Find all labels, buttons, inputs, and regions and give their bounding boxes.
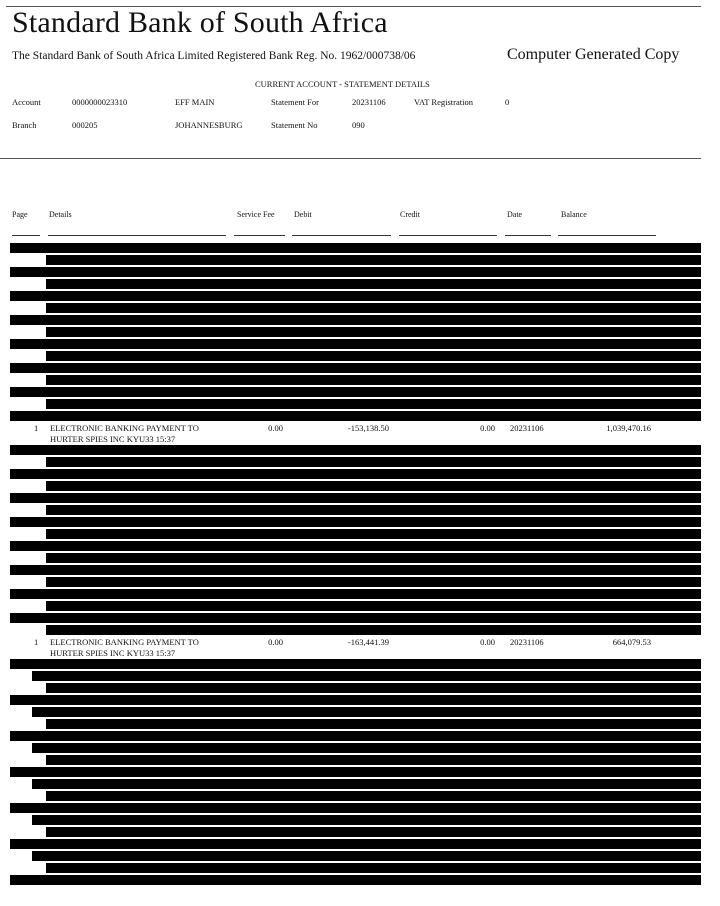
redaction-bar: [10, 875, 701, 885]
branch-code: 000205: [72, 120, 98, 130]
redaction-bar: [46, 255, 701, 265]
redaction-bar: [46, 351, 701, 361]
computer-generated-copy-label: Computer Generated Copy: [507, 46, 680, 63]
redaction-bar: [46, 827, 701, 837]
vat-registration-value: 0: [505, 97, 510, 107]
column-header-service-fee: Service Fee: [237, 210, 275, 219]
redaction-bar: [10, 803, 701, 813]
transaction-service-fee: 0.00: [268, 423, 283, 433]
account-name: EFF MAIN: [175, 97, 215, 107]
column-underline-page: [12, 235, 40, 236]
column-header-date: Date: [507, 210, 523, 219]
redaction-bar: [10, 387, 701, 397]
redaction-bar: [32, 707, 701, 717]
redaction-bar: [46, 279, 701, 289]
header-bottom-rule: [0, 158, 701, 159]
redaction-bar: [10, 469, 701, 479]
branch-name: JOHANNESBURG: [175, 120, 243, 130]
transaction-details-line1: ELECTRONIC BANKING PAYMENT TO: [50, 423, 199, 433]
statement-for-label: Statement For: [271, 97, 319, 107]
redaction-bar: [10, 695, 701, 705]
column-header-details: Details: [49, 210, 72, 219]
redaction-bar: [46, 303, 701, 313]
redaction-bar: [46, 399, 701, 409]
transaction-debit: -153,138.50: [347, 423, 389, 433]
redaction-bar: [32, 779, 701, 789]
transaction-details-line2: HURTER SPIES INC KYU33 15:37: [50, 648, 176, 658]
transaction-details-line1: ELECTRONIC BANKING PAYMENT TO: [50, 637, 199, 647]
column-underline-credit: [399, 235, 497, 236]
transaction-service-fee: 0.00: [268, 637, 283, 647]
redaction-bar: [10, 589, 701, 599]
branch-label: Branch: [12, 120, 37, 130]
redaction-bar: [32, 851, 701, 861]
redaction-bar: [10, 731, 701, 741]
redaction-bar: [46, 529, 701, 539]
vat-registration-label: VAT Registration: [414, 97, 473, 107]
redaction-bar: [46, 375, 701, 385]
redaction-bar: [10, 243, 701, 253]
redaction-bar: [46, 327, 701, 337]
redaction-bar: [46, 553, 701, 563]
redaction-bar: [46, 863, 701, 873]
column-header-debit: Debit: [294, 210, 312, 219]
transaction-balance: 664,079.53: [612, 637, 651, 647]
redaction-bar: [46, 457, 701, 467]
redaction-bar: [46, 601, 701, 611]
statement-no-label: Statement No: [271, 120, 318, 130]
statement-for-value: 20231106: [352, 97, 386, 107]
redaction-bar: [10, 565, 701, 575]
redaction-bar: [10, 315, 701, 325]
redaction-bar: [10, 291, 701, 301]
redaction-bar: [46, 625, 701, 635]
redaction-bar: [46, 719, 701, 729]
redaction-bar: [10, 659, 701, 669]
redaction-bar: [10, 445, 701, 455]
column-underline-debit: [292, 235, 391, 236]
column-underline-service-fee: [234, 235, 285, 236]
redaction-bar: [10, 541, 701, 551]
transaction-details-line2: HURTER SPIES INC KYU33 15:37: [50, 434, 176, 444]
transaction-page: 1: [34, 423, 39, 433]
transaction-balance: 1,039,470.16: [606, 423, 651, 433]
redaction-bar: [10, 339, 701, 349]
redaction-bar: [32, 815, 701, 825]
section-title: CURRENT ACCOUNT - STATEMENT DETAILS: [255, 79, 430, 89]
transaction-date: 20231106: [510, 423, 544, 433]
redaction-bar: [46, 683, 701, 693]
column-underline-details: [48, 235, 226, 236]
redaction-bar: [10, 493, 701, 503]
redaction-bar: [46, 505, 701, 515]
column-header-page: Page: [12, 210, 28, 219]
column-underline-date: [505, 235, 551, 236]
redaction-bar: [10, 411, 701, 421]
transaction-debit: -163,441.39: [347, 637, 389, 647]
redaction-bar: [10, 767, 701, 777]
bank-name: Standard Bank of South Africa: [12, 6, 388, 39]
transaction-date: 20231106: [510, 637, 544, 647]
redaction-bar: [46, 481, 701, 491]
column-header-credit: Credit: [400, 210, 420, 219]
statement-no-value: 090: [352, 120, 365, 130]
redaction-bar: [32, 743, 701, 753]
redaction-bar: [10, 267, 701, 277]
redaction-bar: [10, 517, 701, 527]
redaction-bar: [10, 839, 701, 849]
account-value: 0000000023310: [72, 97, 128, 107]
redaction-bar: [32, 671, 701, 681]
transaction-page: 1: [34, 637, 39, 647]
transaction-credit: 0.00: [480, 637, 495, 647]
redaction-bar: [10, 613, 701, 623]
column-underline-balance: [558, 235, 656, 236]
column-header-balance: Balance: [561, 210, 587, 219]
registration-line: The Standard Bank of South Africa Limited Registered Bank Reg. No. 1962/000738/06: [12, 50, 416, 62]
redaction-bar: [46, 791, 701, 801]
redaction-bar: [46, 577, 701, 587]
redaction-bar: [46, 755, 701, 765]
transaction-credit: 0.00: [480, 423, 495, 433]
account-label: Account: [12, 97, 41, 107]
redaction-bar: [10, 363, 701, 373]
